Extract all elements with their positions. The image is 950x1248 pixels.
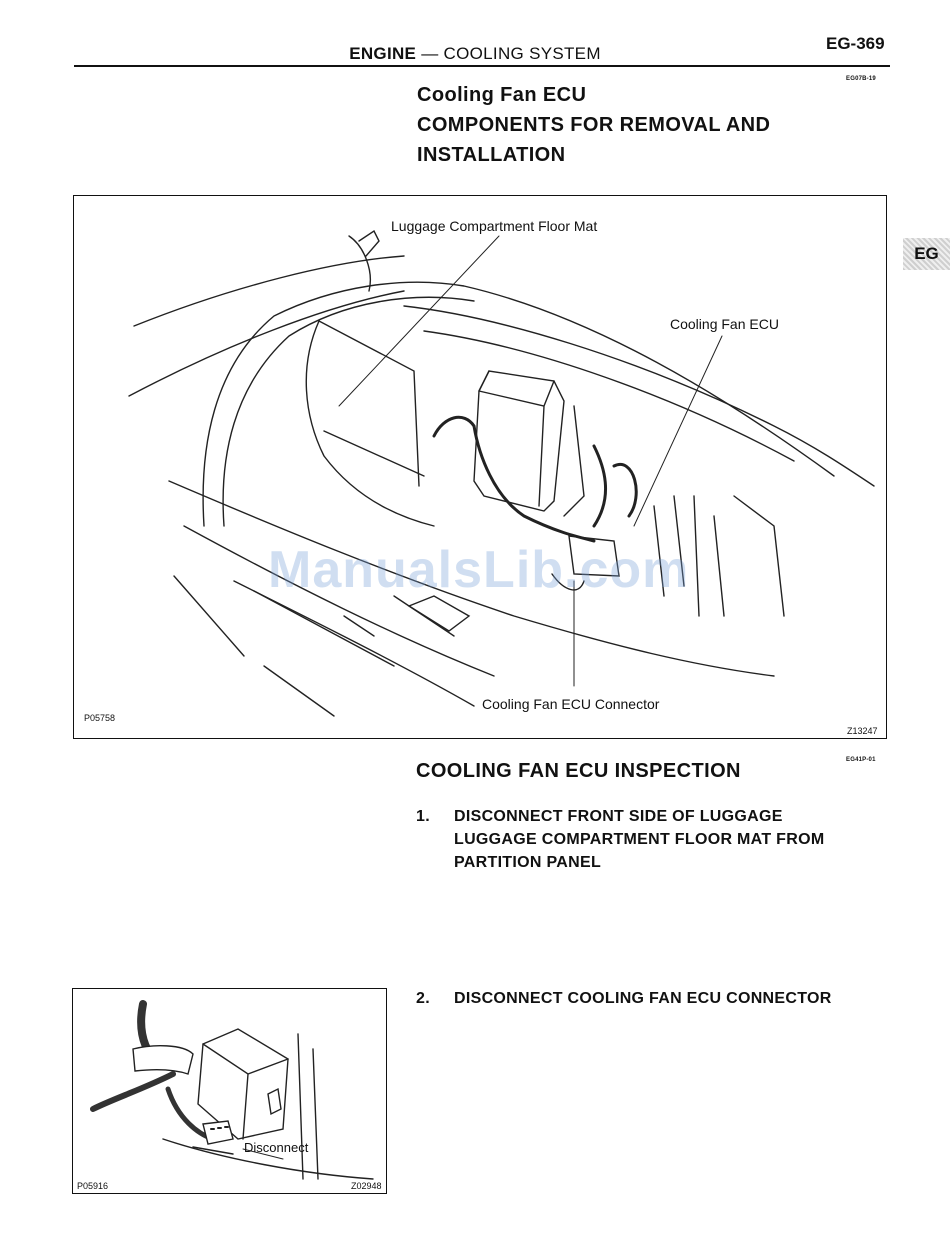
label-ecu-connector: Cooling Fan ECU Connector bbox=[482, 696, 660, 712]
figure2-code-left: P05916 bbox=[77, 1181, 109, 1191]
label-floor-mat: Luggage Compartment Floor Mat bbox=[391, 218, 598, 234]
running-header bbox=[0, 44, 950, 64]
header-section-rest: — COOLING SYSTEM bbox=[416, 44, 601, 63]
label-cooling-fan-ecu: Cooling Fan ECU bbox=[670, 316, 779, 332]
step-1-line3: PARTITION PANEL bbox=[454, 854, 602, 871]
step-1-number: 1. bbox=[416, 808, 430, 825]
inspection-title: COOLING FAN ECU INSPECTION bbox=[416, 760, 741, 782]
step-2 bbox=[416, 987, 886, 1011]
section-title-line1: Cooling Fan ECU bbox=[417, 84, 587, 106]
figure1-code-left: P05758 bbox=[84, 713, 116, 723]
trunk-illustration bbox=[74, 196, 887, 739]
chapter-tab: EG bbox=[903, 238, 950, 270]
header-section-bold: ENGINE bbox=[349, 44, 417, 63]
step-2-number: 2. bbox=[416, 990, 430, 1007]
section-title-line3: INSTALLATION bbox=[417, 144, 566, 166]
step-1-line2: LUGGAGE COMPARTMENT FLOOR MAT FROM bbox=[454, 831, 825, 848]
figure1-code-right: Z13247 bbox=[847, 726, 878, 736]
page-number: EG-369 bbox=[826, 34, 885, 53]
label-disconnect: Disconnect bbox=[244, 1140, 309, 1155]
connector-illustration bbox=[73, 989, 387, 1194]
top-ref-code: EG07B-19 bbox=[846, 76, 876, 82]
figure-components bbox=[73, 195, 887, 739]
watermark: ManualsLib.com bbox=[268, 541, 690, 599]
figure-disconnect bbox=[72, 988, 387, 1194]
figure2-code-right: Z02948 bbox=[351, 1181, 382, 1191]
inspection-ref-code: EG41P-01 bbox=[846, 757, 876, 763]
step-1 bbox=[416, 805, 886, 877]
step-1-line1: DISCONNECT FRONT SIDE OF LUGGAGE bbox=[454, 808, 783, 825]
step-2-line1: DISCONNECT COOLING FAN ECU CONNECTOR bbox=[454, 990, 832, 1007]
section-title bbox=[417, 80, 770, 170]
header-rule bbox=[74, 65, 890, 67]
section-title-line2: COMPONENTS FOR REMOVAL AND bbox=[417, 114, 771, 136]
